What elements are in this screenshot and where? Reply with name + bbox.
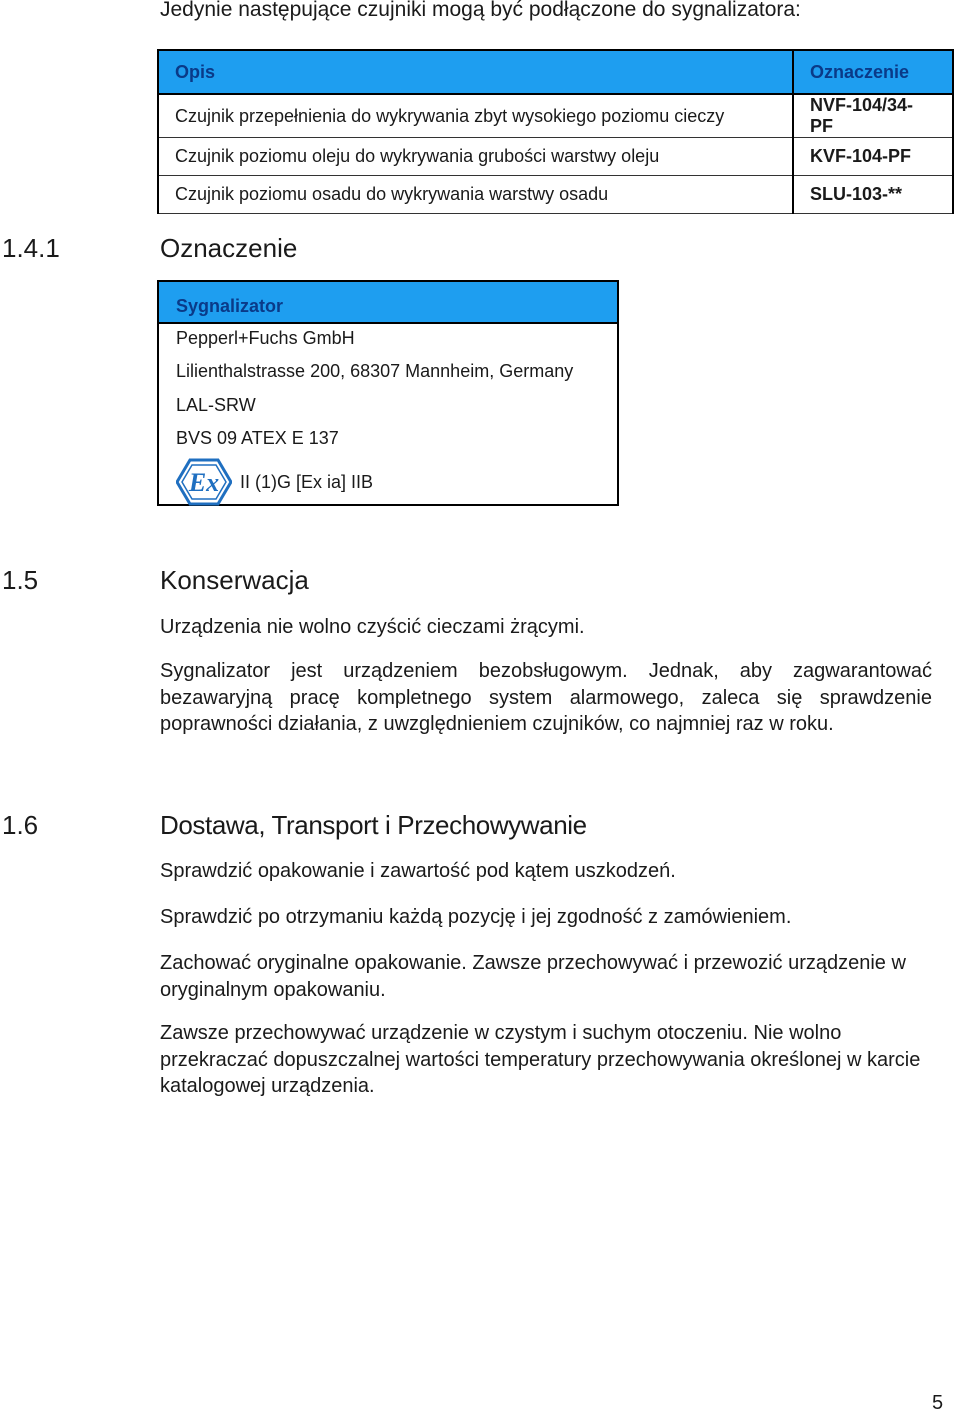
paragraph: Zachować oryginalne opakowanie. Zawsze przechowywać i przewozić urządzenie w oryginalnym opakowaniu.	[160, 952, 906, 1001]
column-header-code: Oznaczenie	[793, 50, 953, 94]
intro-text: Jedynie następujące czujniki mogą być podłączone do sygnalizatora:	[160, 0, 801, 21]
ex-atex-icon	[176, 458, 232, 506]
table-row	[158, 176, 953, 214]
sensor-code: SLU-103-**	[793, 176, 953, 214]
section-number: 1.5	[2, 565, 39, 595]
certificate-number: BVS 09 ATEX E 137	[176, 428, 339, 448]
sensor-description: Czujnik poziomu oleju do wykrywania grubości warstwy oleju	[158, 138, 793, 176]
sensor-description: Czujnik poziomu osadu do wykrywania warstwy osadu	[158, 176, 793, 214]
paragraph: Urządzenia nie wolno czyścić cieczami żrącymi.	[160, 616, 585, 638]
section-title: Oznaczenie	[160, 233, 298, 263]
sensor-description: Czujnik przepełnienia do wykrywania zbyt wysokiego poziomu cieczy	[158, 94, 793, 138]
manufacturer-name: Pepperl+Fuchs GmbH	[176, 328, 355, 348]
ex-marking-row	[176, 458, 373, 506]
model-code: LAL-SRW	[176, 395, 256, 415]
section-title: Dostawa, Transport i Przechowywanie	[160, 810, 587, 840]
ex-classification: II (1)G [Ex ia] IIB	[240, 471, 374, 492]
table-row	[158, 94, 953, 138]
paragraph: Sprawdzić po otrzymaniu każdą pozycję i jej zgodność z zamówieniem.	[160, 906, 792, 928]
ex-logo-text: Ex	[188, 468, 220, 497]
paragraph: Sprawdzić opakowanie i zawartość pod kątem uszkodzeń.	[160, 860, 676, 882]
page-number: 5	[932, 1392, 944, 1414]
manufacturer-address: Lilienthalstrasse 200, 68307 Mannheim, Germany	[176, 361, 574, 381]
marking-header: Sygnalizator	[159, 282, 617, 324]
marking-box	[157, 280, 619, 506]
paragraph: Zawsze przechowywać urządzenie w czystym i suchym otoczeniu. Nie wolno przekraczać dopuszczalnej wartości temperatury przechowywania określonej w karcie katalogowej urządzenia.	[160, 1022, 921, 1097]
sensors-table	[157, 49, 954, 214]
table-row	[158, 138, 953, 176]
sensor-code: NVF-104/34-PF	[793, 94, 953, 138]
sensor-code: KVF-104-PF	[793, 138, 953, 176]
section-number: 1.4.1	[2, 233, 60, 263]
section-title: Konserwacja	[160, 565, 309, 595]
section-number: 1.6	[2, 810, 39, 840]
table-header-row	[158, 50, 953, 94]
column-header-description: Opis	[158, 50, 793, 94]
paragraph: Sygnalizator jest urządzeniem bezobsługowym. Jednak, aby zagwarantować bezawaryjną pracę kompletnego system alarmowego, zaleca się sprawdzenie poprawności działania, z uwzględnieniem czujników, co najmniej raz w roku.	[160, 660, 932, 735]
